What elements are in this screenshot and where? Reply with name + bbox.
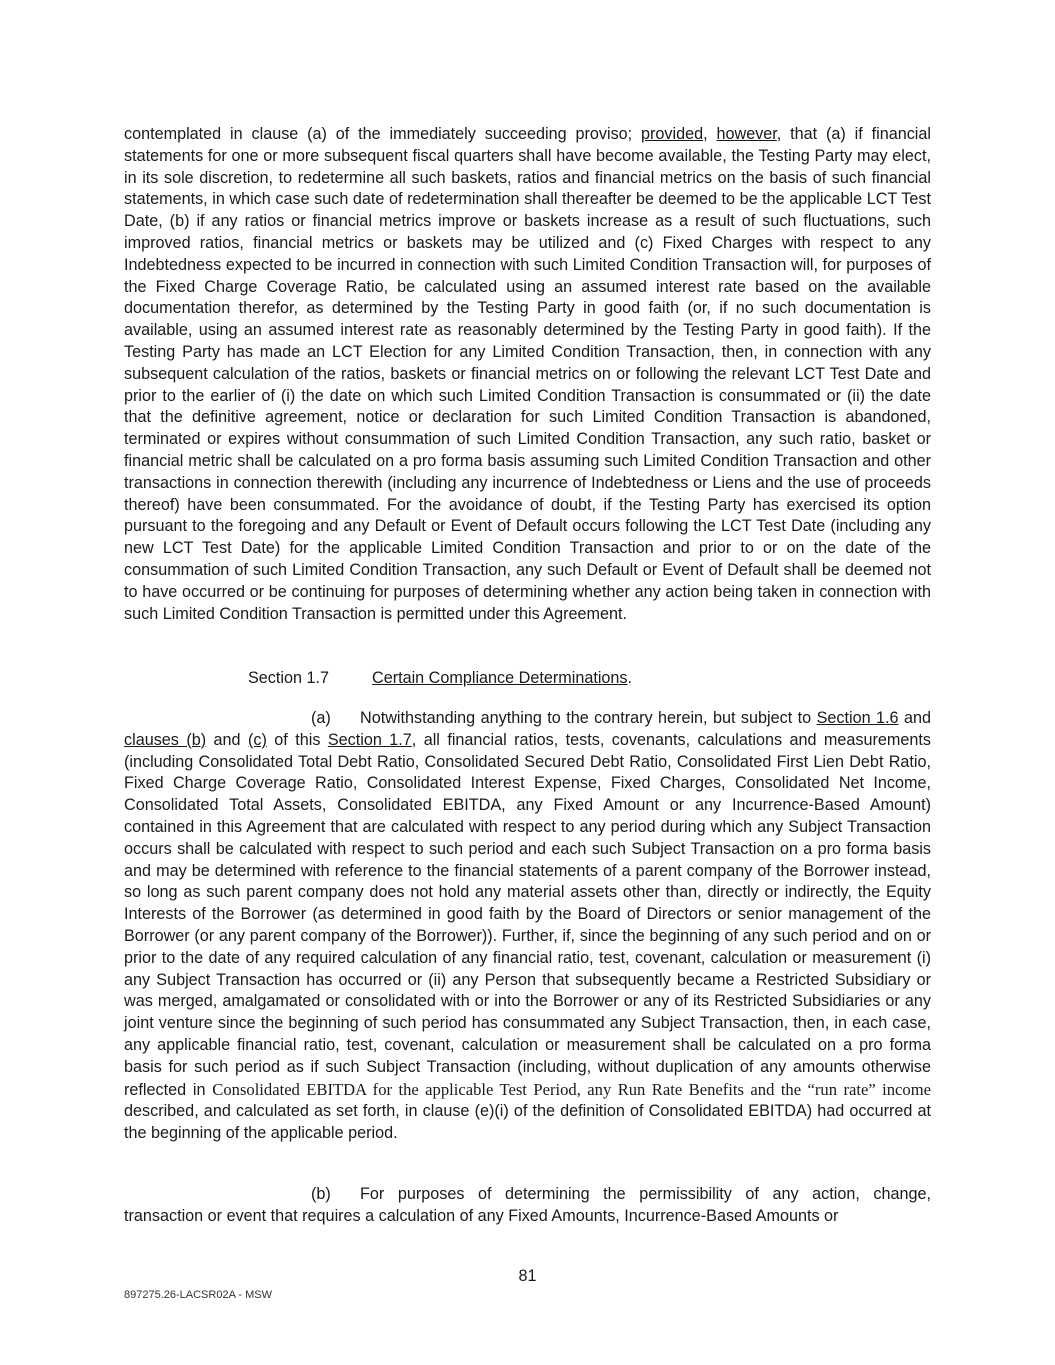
text-run: , that (a) if financial statements for one or more subsequent fiscal quarters shall have become available, the Testing Party may elect, in its sole discretion, to redetermine all such baskets, ratios and financial metrics on the basis of such financial statements, in which case such date of redetermination shall thereafter be deemed to be the applicable LCT Test Date, (b) if any ratios or financial metrics improve or baskets increase as a result of such fluctuations, such improved ratios, financial metrics or baskets may be utilized and (c) Fixed Charges with respect to any Indebtedness expected to be incurred in connection with such Limited Condition Transaction will, for purposes of the Fixed Charge Coverage Ratio, be calculated using an assumed interest rate based on the available documentation therefor, as determined by the Testing Party in good faith (or, if no such documentation is available, using an assumed interest rate as reasonably determined by the Testing Party in good faith). If the Testing Party has made an LCT Election for any Limited Condition Transaction, then, in connection with any subsequent calculation of the ratios, baskets or financial metrics on or following the relevant LCT Test Date and prior to the earlier of (i) the date on which such Limited Condition Transaction is consummated or (ii) the date that the definitive agreement, notice or declaration for such Limited Condition Transaction is abandoned, terminated or expires without consummation of such Limited Condition Transaction, any such ratio, basket or financial metric shall be calculated on a pro forma basis assuming such Limited Condition Transaction and other transactions in connection therewith (including any incurrence of Indebtedness or Liens and the use of proceeds thereof) have been consummated. For the avoidance of doubt, if the Testing Party has exercised its option pursuant to the foregoing and any Default or Event of Default occurs following the LCT Test Date (including any new LCT Test Date) for the applicable Limited Condition Transaction and prior to or on the date of the consummation of such Limited Condition Transaction, any such Default or Event of Default shall be deemed not to have occurred or be continuing for purposes of determining whether any action being taken in connection with such Limited Condition Transaction is permitted under this Agreement. bbox=[124, 125, 931, 623]
text-run: described, and calculated as set forth, in clause (e)(i) of the definition of Consolidated EBITDA) had occurred at the beginning of the applicable period. bbox=[124, 1102, 931, 1143]
section-heading bbox=[248, 668, 632, 690]
cross-reference-clauses-b: clauses (b) bbox=[124, 730, 207, 749]
text-run: and bbox=[206, 730, 248, 749]
text-run: Notwithstanding anything to the contrary herein, but subject to bbox=[360, 709, 817, 727]
serif-text-run: Consolidated EBITDA for the applicable Test Period, any Run Rate Benefits and the “run rate” income bbox=[212, 1079, 931, 1099]
section-title-period: . bbox=[627, 669, 633, 687]
text-run: , bbox=[703, 125, 717, 143]
clause-a-paragraph bbox=[124, 708, 931, 1145]
clause-b-paragraph bbox=[124, 1184, 931, 1228]
page-number: 81 bbox=[518, 1267, 537, 1285]
clause-a-label: (a) bbox=[311, 709, 331, 727]
cross-reference-clause-c: (c) bbox=[247, 730, 267, 749]
document-id: 897275.26-LACSR02A - MSW bbox=[124, 1289, 272, 1301]
text-run: , all financial ratios, tests, covenants, calculations and measurements (including Consolidated Total Debt Ratio, Consolidated Secured Debt Ratio, Consolidated First Lien Debt Ratio, Fixed Charge Coverage Ratio, Consolidated Interest Expense, Fixed Charges, Consolidated Net Income, Consolidated Total Assets, Consolidated EBITDA, any Fixed Amount or any Incurrence-Based Amount) contained in this Agreement that are calculated with respect to any period during which any Subject Transaction occurs shall be calculated with respect to such period and each such Subject Transaction on a pro forma basis and may be determined with reference to the financial statements of a parent company of the Borrower instead, so long as such parent company does not hold any material assets other than, directly or indirectly, the Equity Interests of the Borrower (as determined in good faith by the Board of Directors or senior management of the Borrower (or any parent company of the Borrower)). Further, if, since the beginning of any such period and on or prior to the date of any required calculation of any financial ratio, test, covenant, calculation or measurement (i) any Subject Transaction has occurred or (ii) any Person that subsequently became a Restricted Subsidiary or was merged, amalgamated or consolidated with or into the Borrower or any of its Restricted Subsidiaries or any joint venture since the beginning of such period has consummated any Subject Transaction, then, in each case, any applicable financial ratio, test, covenant, calculation or measurement shall be calculated on a pro forma basis for such period as if such Subject Transaction (including, without duplication of any amounts otherwise reflected in bbox=[124, 730, 931, 1099]
section-number: Section 1.7 bbox=[248, 669, 329, 687]
text-run: and bbox=[898, 709, 931, 727]
term-however: however bbox=[716, 125, 777, 143]
term-provided: provided bbox=[641, 125, 704, 143]
clause-b-label: (b) bbox=[311, 1185, 331, 1203]
text-run: of this bbox=[266, 730, 328, 749]
section-title: Certain Compliance Determinations bbox=[372, 669, 628, 687]
cross-reference-section-1-7: Section 1.7 bbox=[327, 730, 412, 749]
paragraph-lct-election bbox=[124, 124, 931, 625]
text-run: For purposes of determining the permissibility of any action, change, transaction or event that requires a calculation of any Fixed Amounts, Incurrence-Based Amounts or bbox=[124, 1185, 931, 1225]
cross-reference-section-1-6: Section 1.6 bbox=[816, 709, 899, 727]
text-run: contemplated in clause (a) of the immediately succeeding proviso; bbox=[124, 125, 642, 143]
